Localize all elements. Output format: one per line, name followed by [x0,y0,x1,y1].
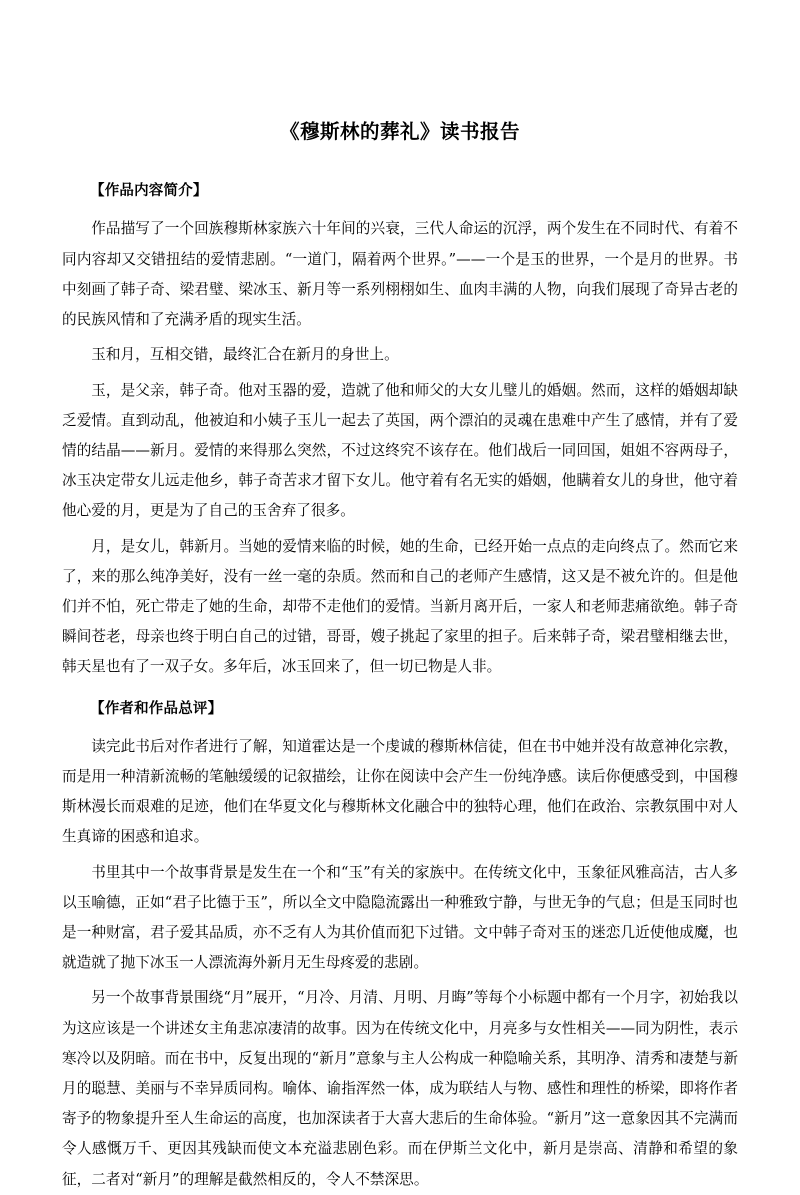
paragraph: 书里其中一个故事背景是发生在一个和“玉”有关的家族中。在传统文化中，玉象征风雅高洁，古人多以玉喻德，正如“君子比德于玉”，所以全文中隐隐流露出一种雅致宁静，与世无争的气息；但是玉同时也是一种财富，君子爱其品质，亦不乏有人为其价值而犯下过错。文中韩子奇对玉的迷恋几近使他成魔，也就造就了抛下冰玉一人漂流海外新月无生母疼爱的悲剧。 [62,863,738,972]
paragraph: 作品描写了一个回族穆斯林家族六十年间的兴衰，三代人命运的沉浮，两个发生在不同时代、有着不同内容却又交错扭结的爱情悲剧。“一道门，隔着两个世界。”——一个是玉的世界，一个是月的世界。书中刻画了韩子奇、梁君璧、梁冰玉、新月等一系列栩栩如生、血肉丰满的人物，向我们展现了奇异古老的的民族风情和了充满矛盾的现实生活。 [62,220,738,329]
paragraph: 玉，是父亲，韩子奇。他对玉器的爱，造就了他和师父的大女儿璧儿的婚姻。然而，这样的婚姻却缺乏爱情。直到动乱，他被迫和小姨子玉儿一起去了英国，两个漂泊的灵魂在患难中产生了感情，并有了爱情的结晶——新月。爱情的来得那么突然，不过这终究不该存在。他们战后一同回国，姐姐不容两母子，冰玉决定带女儿远走他乡，韩子奇苦求才留下女儿。他守着有名无实的婚姻，他瞒着女儿的身世，他守着他心爱的月，更是为了自己的玉舍弃了很多。 [62,381,738,520]
page-title: 《穆斯林的葬礼》读书报告 [279,120,520,143]
paragraph: 读完此书后对作者进行了解，知道霍达是一个虔诚的穆斯林信徒，但在书中她并没有故意神化宗教，而是用一种清新流畅的笔触缓缓的记叙描绘，让你在阅读中会产生一份纯净感。读后你便感受到，中国穆斯林漫长而艰难的足迹，他们在华夏文化与穆斯林文化融合中的独特心理，他们在政治、宗教氛围中对人生真谛的困惑和追求。 [62,737,738,846]
section-heading-author-review: 【作者和作品总评】 [90,699,223,717]
section-content-summary [62,179,738,682]
section-author-review [62,697,738,1195]
paragraph: 玉和月，互相交错，最终汇合在新月的身世上。 [91,346,399,364]
paragraph: 另一个故事背景围绕“月”展开，“月冷、月清、月明、月晦”等每个小标题中都有一个月字，初始我以为这应该是一个讲述女主角悲凉凄清的故事。因为在传统文化中，月亮多与女性相关——同为阴性，表示寒冷以及阴暗。而在书中，反复出现的“新月”意象与主人公构成一种隐喻关系，其明净、清秀和凄楚与新月的聪慧、美丽与不幸异质同构。喻体、谕指浑然一体，成为联结人与物、感性和理性的桥梁，即将作者寄予的物象提升至人生命运的高度，也加深读者于大喜大悲后的生命体验。“新月”这一意象因其不完满而令人感慨万千、更因其残缺而使文本充溢悲剧色彩。而在伊斯兰文化中，新月是崇高、清静和希望的象征，二者对“新月”的理解是截然相反的，令人不禁深思。 [62,989,738,1188]
paragraph: 月，是女儿，韩新月。当她的爱情来临的时候，她的生命，已经开始一点点的走向终点了。然而它来了，来的那么纯净美好，没有一丝一毫的杂质。然而和自己的老师产生感情，这又是不被允许的。但是他们并不怕，死亡带走了她的生命，却带不走他们的爱情。当新月离开后，一家人和老师悲痛欲绝。韩子奇瞬间苍老，母亲也终于明白自己的过错，哥哥，嫂子挑起了家里的担子。后来韩子奇，梁君璧相继去世，韩天星也有了一双子女。多年后，冰玉回来了，但一切已物是人非。 [62,537,738,676]
section-heading-content-summary: 【作品内容简介】 [90,182,208,200]
